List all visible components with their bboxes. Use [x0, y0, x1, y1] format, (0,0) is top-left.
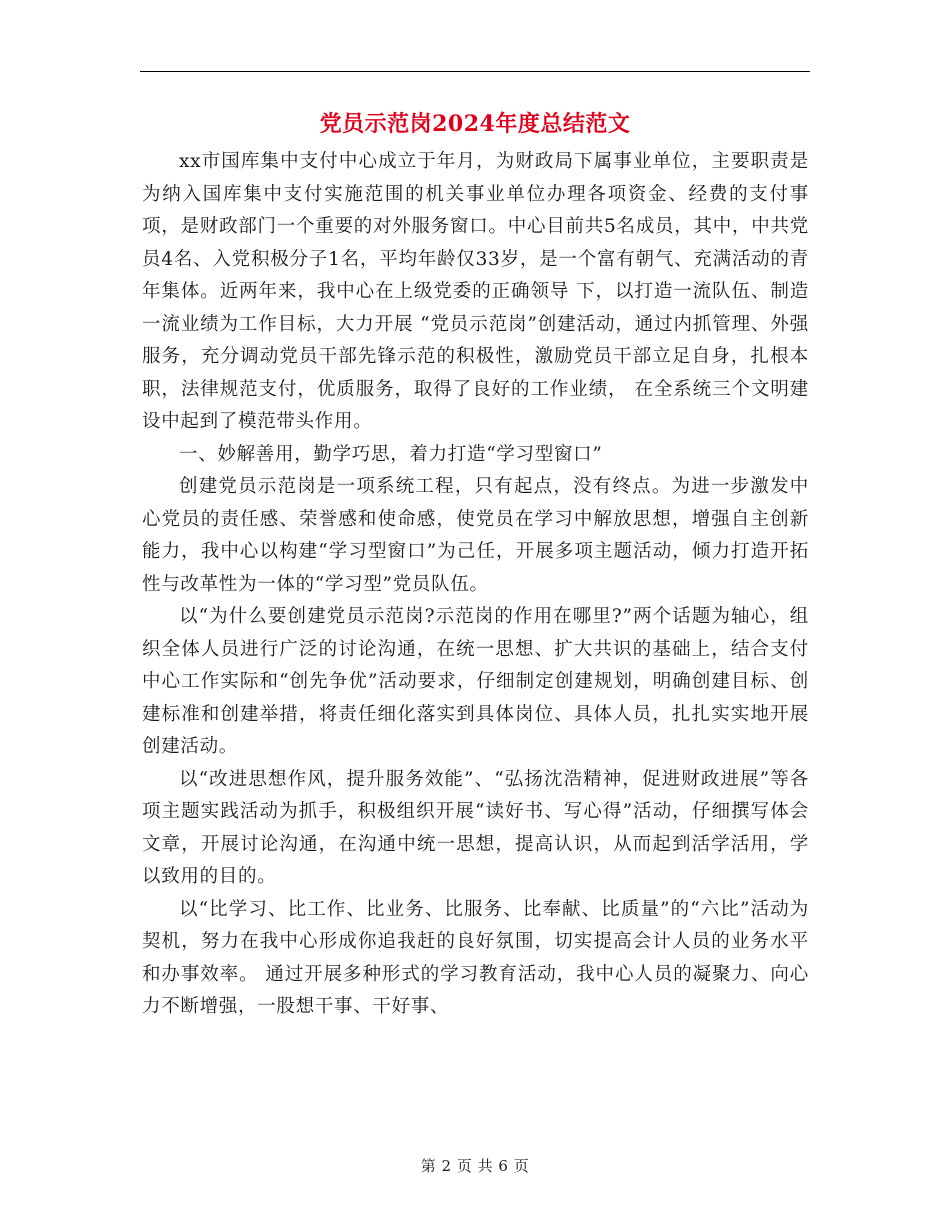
document-body — [142, 146, 809, 1024]
paragraph: 以“改进思想作风，提升服务效能”、“弘扬沈浩精神，促进财政进展”等各项主题实践活动为抓手，积极组织开展“读好书、写心得”活动，仔细撰写体会文章，开展讨论沟通，在沟通中统一思想，提高认识，从而起到活学活用，学以致用的目的。 — [142, 768, 809, 887]
header-rule — [140, 71, 810, 72]
paragraph: 以“为什么要创建党员示范岗?示范岗的作用在哪里?”两个话题为轴心，组织全体人员进行广泛的讨论沟通，在统一思想、扩大共识的基础上，结合支付中心工作实际和“创先争优”活动要求，仔细制定创建规划，明确创建目标、创建标准和创建举措，将责任细化落实到具体岗位、具体人员，扎扎实实地开展创建活动。 — [142, 606, 809, 757]
paragraph-intro: xx市国库集中支付中心成立于年月，为财政局下属事业单位，主要职责是为纳入国库集中支付实施范围的机关事业单位办理各项资金、经费的支付事项，是财政部门一个重要的对外服务窗口。中心目前共5名成员，其中，中共党员4名、入党积极分子1名，平均年龄仅33岁，是一个富有朝气、充满活动的青年集体。近两年来，我中心在上级党委的正确领导 下，以打造一流队伍、制造一流业绩为工作目标，大力开展 “党员示范岗”创建活动，通过内抓管理、外强服务，充分调动党员干部先锋示范的积极性，激励党员干部立足自身，扎根本职，法律规范支付，优质服务，取得了良好的工作业绩， 在全系统三个文明建设中起到了模范带头作用。 — [142, 151, 809, 432]
page-number-footer: 第 2 页 共 6 页 — [420, 1157, 530, 1175]
paragraph: 创建党员示范岗是一项系统工程，只有起点，没有终点。为进一步激发中心党员的责任感、荣誉感和使命感，使党员在学习中解放思想，增强自主创新能力，我中心以构建“学习型窗口”为己任，开展多项主题活动，倾力打造开拓性与改革性为一体的“学习型”党员队伍。 — [142, 476, 809, 595]
section-heading: 一、妙解善用，勤学巧思，着力打造“学习型窗口” — [179, 443, 603, 465]
paragraph: 以“比学习、比工作、比业务、比服务、比奉献、比质量”的“六比”活动为契机，努力在我中心形成你追我赶的良好氛围，切实提高会计人员的业务水平和办事效率。 通过开展多种形式的学习教育活动，我中心人员的凝聚力、向心力不断增强，一股想干事、干好事、 — [142, 898, 809, 1017]
document-title: 党员示范岗2024年度总结范文 — [319, 111, 631, 137]
